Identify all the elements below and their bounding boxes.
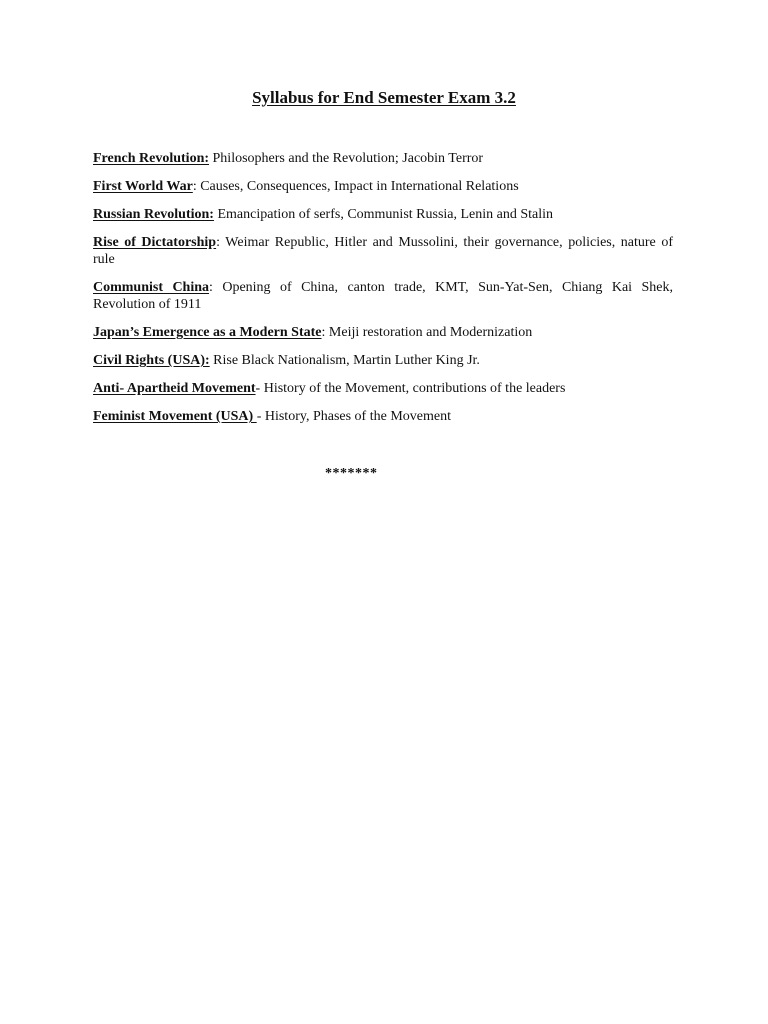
syllabus-item-french-revolution: [93, 150, 673, 167]
item-text: : Causes, Consequences, Impact in International Relations: [192, 179, 519, 194]
item-text: Philosophers and the Revolution; Jacobin Terror: [209, 151, 484, 166]
syllabus-item-anti-apartheid: [93, 380, 673, 397]
item-heading: Anti- Apartheid Movement: [93, 381, 256, 396]
page-title: Syllabus for End Semester Exam 3.2: [252, 88, 516, 107]
syllabus-item-feminist-movement: [93, 408, 673, 425]
item-text: : Weimar Republic, Hitler and Mussolini, their governance, policies, nature of rule: [93, 235, 673, 267]
item-heading: Civil Rights (USA):: [93, 353, 210, 368]
syllabus-list: [93, 150, 673, 436]
end-marker: *******: [325, 466, 378, 481]
syllabus-item-first-world-war: [93, 178, 673, 195]
item-text: Rise Black Nationalism, Martin Luther King Jr.: [209, 353, 480, 368]
item-heading: French Revolution:: [93, 151, 210, 166]
item-heading: First World War: [93, 179, 193, 194]
item-text: : Meiji restoration and Modernization: [321, 325, 533, 340]
item-heading: Russian Revolution:: [93, 207, 214, 222]
item-text: Emancipation of serfs, Communist Russia, Lenin and Stalin: [213, 207, 554, 222]
syllabus-item-civil-rights: [93, 352, 673, 369]
item-heading: Communist China: [93, 280, 210, 295]
syllabus-item-communist-china: [93, 279, 673, 313]
item-text: - History of the Movement, contributions of the leaders: [255, 381, 566, 396]
item-heading: Japan’s Emergence as a Modern State: [93, 325, 322, 340]
item-text: - History, Phases of the Movement: [256, 409, 451, 424]
item-heading: Feminist Movement (USA): [93, 409, 257, 424]
syllabus-item-rise-of-dictatorship: [93, 234, 673, 268]
item-heading: Rise of Dictatorship: [93, 235, 217, 250]
syllabus-item-russian-revolution: [93, 206, 673, 223]
item-text: : Opening of China, canton trade, KMT, Sun-Yat-Sen, Chiang Kai Shek, Revolution of 1911: [93, 280, 673, 312]
syllabus-item-japan-modern-state: [93, 324, 673, 341]
